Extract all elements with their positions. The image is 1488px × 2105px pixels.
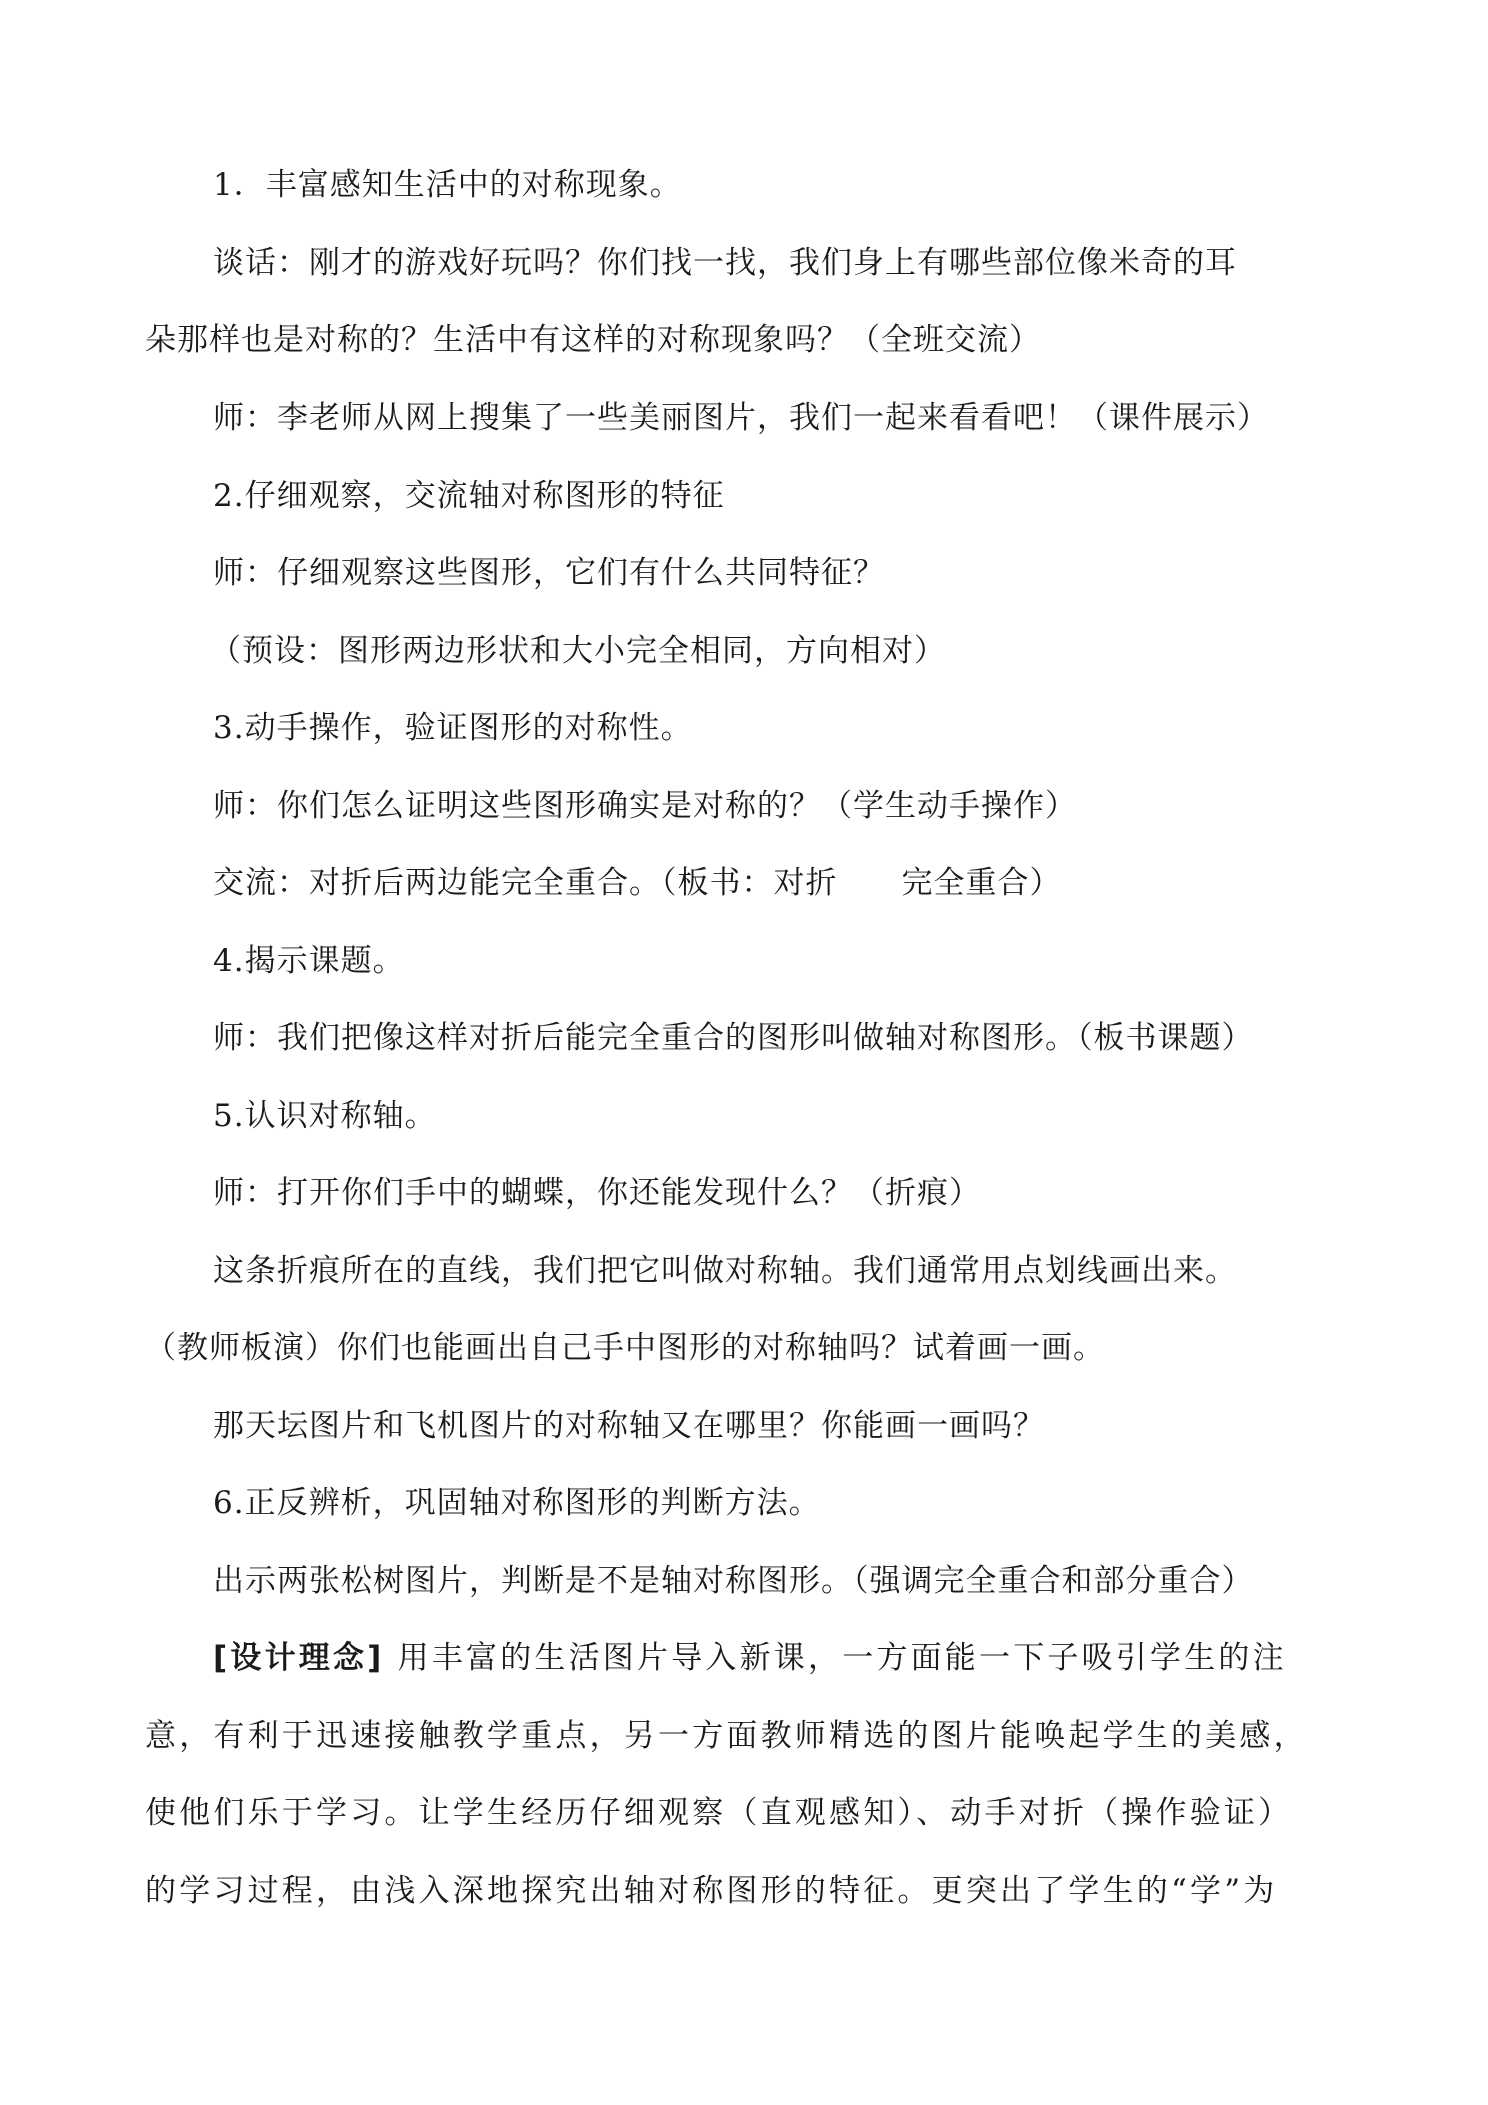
teacher-line: 师：仔细观察这些图形，它们有什么共同特征？	[213, 555, 885, 591]
step-6-heading: 6.正反辨析，巩固轴对称图形的判断方法。	[213, 1485, 821, 1521]
design-rationale-first-line	[213, 1638, 1287, 1678]
explanation-line: 这条折痕所在的直线，我们把它叫做对称轴。我们通常用点划线画出来。	[213, 1253, 1237, 1289]
teacher-line: 师：打开你们手中的蝴蝶，你还能发现什么？（折痕）	[213, 1175, 981, 1211]
teacher-line: 师：你们怎么证明这些图形确实是对称的？（学生动手操作）	[213, 788, 1077, 824]
step-4-heading: 4.揭示课题。	[213, 943, 405, 979]
design-rationale-text: 用丰富的生活图片导入新课，一方面能一下子吸引学生的注	[397, 1640, 1287, 1676]
step-2-heading: 2.仔细观察，交流轴对称图形的特征	[213, 478, 725, 514]
step-3-heading: 3.动手操作，验证图形的对称性。	[213, 710, 693, 746]
task-line: 出示两张松树图片，判断是不是轴对称图形。（强调完全重合和部分重合）	[213, 1563, 1254, 1599]
design-rationale-line: 使他们乐于学习。让学生经历仔细观察（直观感知）、动手对折（操作验证）	[145, 1795, 1293, 1831]
teacher-line: 师：李老师从网上搜集了一些美丽图片，我们一起来看看吧！（课件展示）	[213, 400, 1269, 436]
step-1-heading: 1．丰富感知生活中的对称现象。	[213, 167, 682, 203]
dialogue-line: 谈话：刚才的游戏好玩吗？你们找一找，我们身上有哪些部位像米奇的耳	[213, 245, 1237, 281]
design-rationale-line: 的学习过程，由浅入深地探究出轴对称图形的特征。更突出了学生的“学”为	[145, 1873, 1278, 1909]
question-line: 那天坛图片和飞机图片的对称轴又在哪里？你能画一画吗？	[213, 1408, 1045, 1444]
dialogue-line-continued: 朵那样也是对称的？生活中有这样的对称现象吗？（全班交流）	[145, 322, 1041, 358]
design-rationale-label: [设计理念]	[213, 1640, 385, 1676]
design-rationale-line: 意，有利于迅速接触教学重点，另一方面教师精选的图片能唤起学生的美感，	[145, 1718, 1308, 1754]
exchange-line: 交流：对折后两边能完全重合。（板书：对折 完全重合）	[213, 865, 1062, 901]
step-5-heading: 5.认识对称轴。	[213, 1098, 437, 1134]
preset-answer: （预设：图形两边形状和大小完全相同，方向相对）	[210, 633, 946, 669]
explanation-line-continued: （教师板演）你们也能画出自己手中图形的对称轴吗？试着画一画。	[145, 1330, 1105, 1366]
teacher-line: 师：我们把像这样对折后能完全重合的图形叫做轴对称图形。（板书课题）	[213, 1020, 1254, 1056]
